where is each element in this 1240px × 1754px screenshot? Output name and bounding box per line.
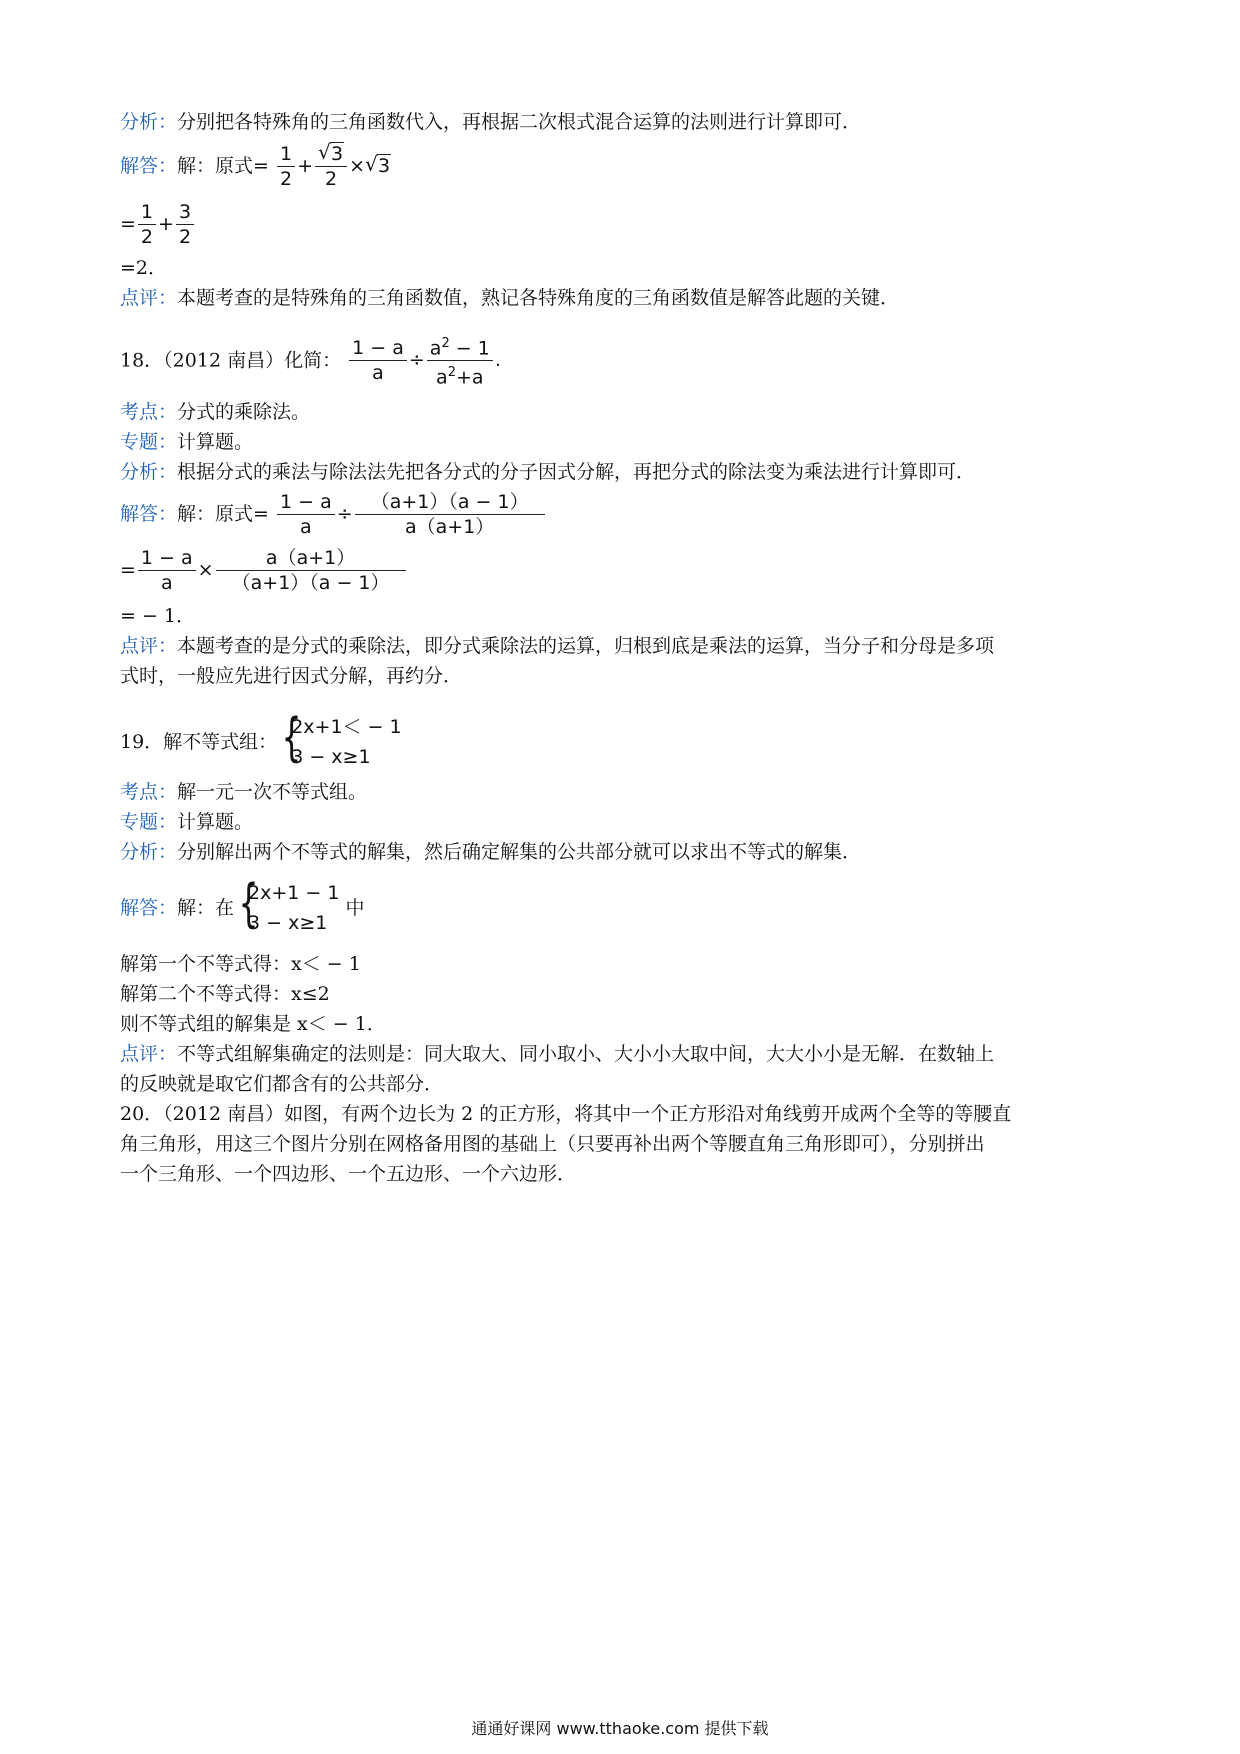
fraction: $\frac{1}{2}$ [277, 142, 295, 191]
p19-point-line: 考点：解一元一次不等式组。 [120, 781, 368, 803]
answer-label: 解答： [120, 155, 178, 177]
p19-step1: 解第一个不等式得：x＜ − 1 [120, 953, 361, 975]
p18-question: 18．（2012 南昌）化简： $\frac{1 - a}{a}$ ÷ $\frac{a^2 - 1}{a^2+a}$ . [120, 332, 501, 390]
p17-analysis-line [120, 110, 861, 134]
p18-result: = − 1． [120, 605, 196, 627]
p20-line2: 角三角形，用这三个图片分别在网格备用图的基础上（只要再补出两个等腰直角三角形即可），分别拼出 [120, 1133, 985, 1155]
comment-text: 本题考查的是特殊角的三角函数值，熟记各特殊角度的三角函数值是解答此题的关键． [177, 287, 900, 309]
p18-point-line: 考点：分式的乘除法。 [120, 401, 311, 423]
p18-analysis-line: 分析：根据分式的乘法与除法法先把各分式的分子因式分解，再把分式的除法变为乘法进行计算即可． [120, 461, 976, 483]
p20-line3: 一个三角形、一个四边形、一个五边形、一个六边形． [120, 1163, 577, 1185]
p19-question: 19．解不等式组： { 2x+1＜ − 1 3 − x≥1 [120, 712, 402, 772]
p20-line1: 20．（2012 南昌）如图，有两个边长为 2 的正方形，将其中一个正方形沿对角线剪开成两个全等的等腰直 [120, 1103, 1012, 1125]
p19-answer-line: 解答：解：在 { 2x+1 − 1 3 − x≥1 中 [120, 878, 364, 938]
p18-comment-line1: 点评：本题考查的是分式的乘除法，即分式乘除法的运算，归根到底是乘法的运算，当分子和分母是多项 [120, 635, 995, 657]
p19-step3: 则不等式组的解集是 x＜ − 1． [120, 1013, 386, 1035]
p19-topic-line: 专题：计算题。 [120, 811, 254, 833]
p19-comment-line1: 点评：不等式组解集确定的法则是：同大取大、同小取小、大小小大取中间，大大小小是无解．在数轴上 [120, 1043, 995, 1065]
comment-label: 点评： [120, 287, 178, 309]
analysis-text: 分别把各特殊角的三角函数代入，再根据二次根式混合运算的法则进行计算即可． [177, 111, 862, 133]
fraction: √ 3 2 [315, 142, 347, 191]
p17-answer-line: 解答：解：原式= $\frac{1}{2}$ + √ 3 2 × √ 3 [120, 140, 391, 190]
inequality-system: { 2x+1 − 1 3 − x≥1 [238, 874, 340, 934]
p17-comment-line [120, 286, 899, 310]
p18-step2: = $\frac{1 - a}{a}$ × $\frac{a(a+1)}{(a+1)(a - 1)}$ [120, 546, 408, 595]
p18-comment-line2: 式时，一般应先进行因式分解，再约分． [120, 665, 463, 687]
p19-analysis-line: 分析：分别解出两个不等式的解集，然后确定解集的公共部分就可以求出不等式的解集． [120, 841, 862, 863]
inequality-system: { 2x+1＜ − 1 3 − x≥1 [281, 708, 402, 768]
analysis-label: 分析： [120, 111, 178, 133]
p17-result: =2． [120, 257, 168, 279]
p19-comment-line2: 的反映就是取它们都含有的公共部分． [120, 1073, 444, 1095]
p17-step2: = $\frac{1}{2}$ + $\frac{3}{2}$ [120, 200, 196, 249]
p19-step2: 解第二个不等式得：x≤2 [120, 983, 330, 1005]
page-footer: 通通好课网 www.tthaoke.com 提供下载 [471, 1719, 769, 1738]
p18-answer-line: 解答：解：原式= $\frac{1 - a}{a}$ ÷ $\frac{(a+1)(a - 1)}{a(a+1)}$ [120, 490, 547, 539]
sqrt: √ 3 [365, 152, 391, 177]
p18-topic-line: 专题：计算题。 [120, 431, 254, 453]
